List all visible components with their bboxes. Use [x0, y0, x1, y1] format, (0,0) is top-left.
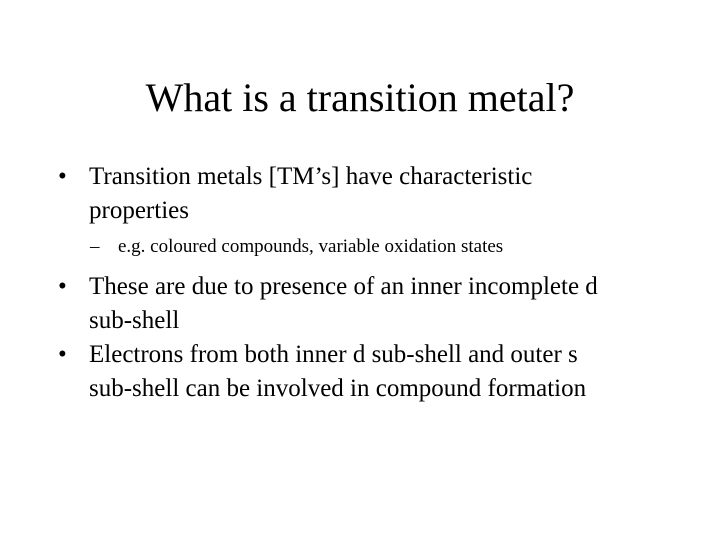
- bullet-text-line: Electrons from both inner d sub-shell and outer s: [89, 341, 578, 368]
- bullet-text-line: sub-shell can be involved in compound formation: [89, 375, 587, 402]
- sub-bullet-marker: –: [90, 236, 100, 257]
- sub-bullet-text: e.g. coloured compounds, variable oxidation states: [118, 236, 504, 257]
- bullet-marker: •: [58, 341, 67, 368]
- bullet-text-line: These are due to presence of an inner incomplete d: [89, 273, 598, 300]
- bullet-item: [56, 338, 696, 406]
- slide-title: What is a transition metal?: [145, 75, 575, 120]
- sub-bullet-item: [56, 234, 696, 260]
- bullet-item: [56, 160, 696, 228]
- bullet-marker: •: [58, 273, 67, 300]
- slide-body: [56, 160, 696, 406]
- bullet-text-line: Transition metals [TM’s] have characteristic: [89, 163, 533, 190]
- bullet-text-line: properties: [89, 197, 189, 224]
- bullet-item: [56, 270, 696, 338]
- bullet-text-line: sub-shell: [89, 307, 180, 334]
- bullet-marker: •: [58, 163, 67, 190]
